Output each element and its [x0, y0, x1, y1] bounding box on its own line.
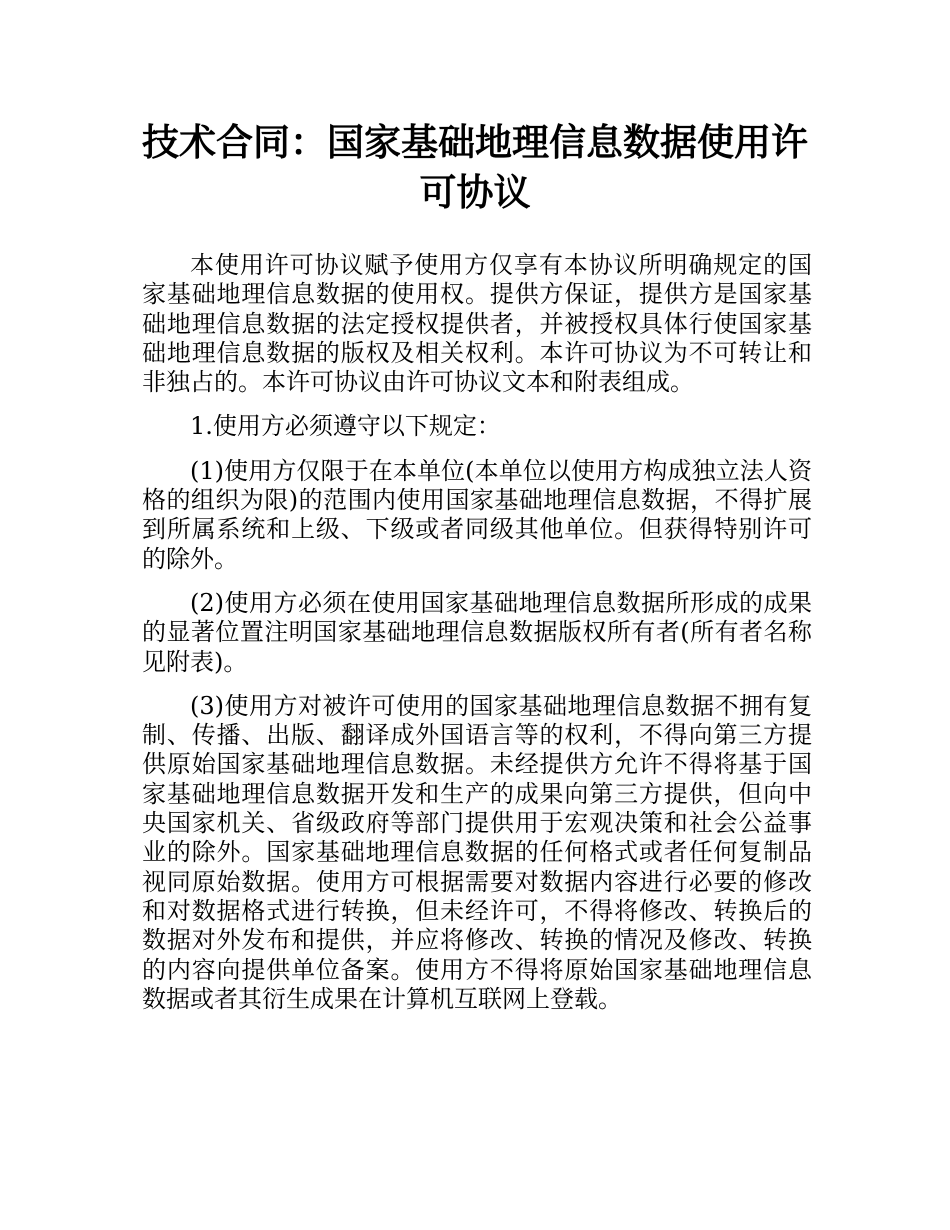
- paragraph-section-1: 1.使用方必须遵守以下规定：: [190, 412, 501, 441]
- paragraph-intro: 本使用许可协议赋予使用方仅享有本协议所明确规定的国家基础地理信息数据的使用权。提供方保证，提供方是国家基础地理信息数据的法定授权提供者，并被授权具体行使国家基础地理信息数据的版权及相关权利。本许可协议为不可转让和非独占的。本许可协议由许可协议文本和附表组成。: [142, 251, 812, 397]
- paragraph-item-3: (3)使用方对被许可使用的国家基础地理信息数据不拥有复制、传播、出版、翻译成外国语言等的权利，不得向第三方提供原始国家基础地理信息数据。未经提供方允许不得将基于国家基础地理信息数据开发和生产的成果向第三方提供，但向中央国家机关、省级政府等部门提供用于宏观决策和社会公益事业的除外。国家基础地理信息数据的任何格式或者任何复制品视同原始数据。使用方可根据需要对数据内容进行必要的修改和对数据格式进行转换，但未经许可，不得将修改、转换后的数据对外发布和提供，并应将修改、转换的情况及修改、转换的内容向提供单位备案。使用方不得将原始国家基础地理信息数据或者其衍生成果在计算机互联网上登载。: [142, 691, 812, 1013]
- paragraph-item-1: (1)使用方仅限于在本单位(本单位以使用方构成独立法人资格的组织为限)的范围内使用国家基础地理信息数据，不得扩展到所属系统和上级、下级或者同级其他单位。但获得特别许可的除外。: [142, 456, 812, 573]
- document-body: [142, 251, 812, 1029]
- paragraph-item-2: (2)使用方必须在使用国家基础地理信息数据所形成的成果的显著位置注明国家基础地理信息数据版权所有者(所有者名称见附表)。: [142, 588, 812, 676]
- document-title: 技术合同：国家基础地理信息数据使用许可协议: [142, 121, 808, 214]
